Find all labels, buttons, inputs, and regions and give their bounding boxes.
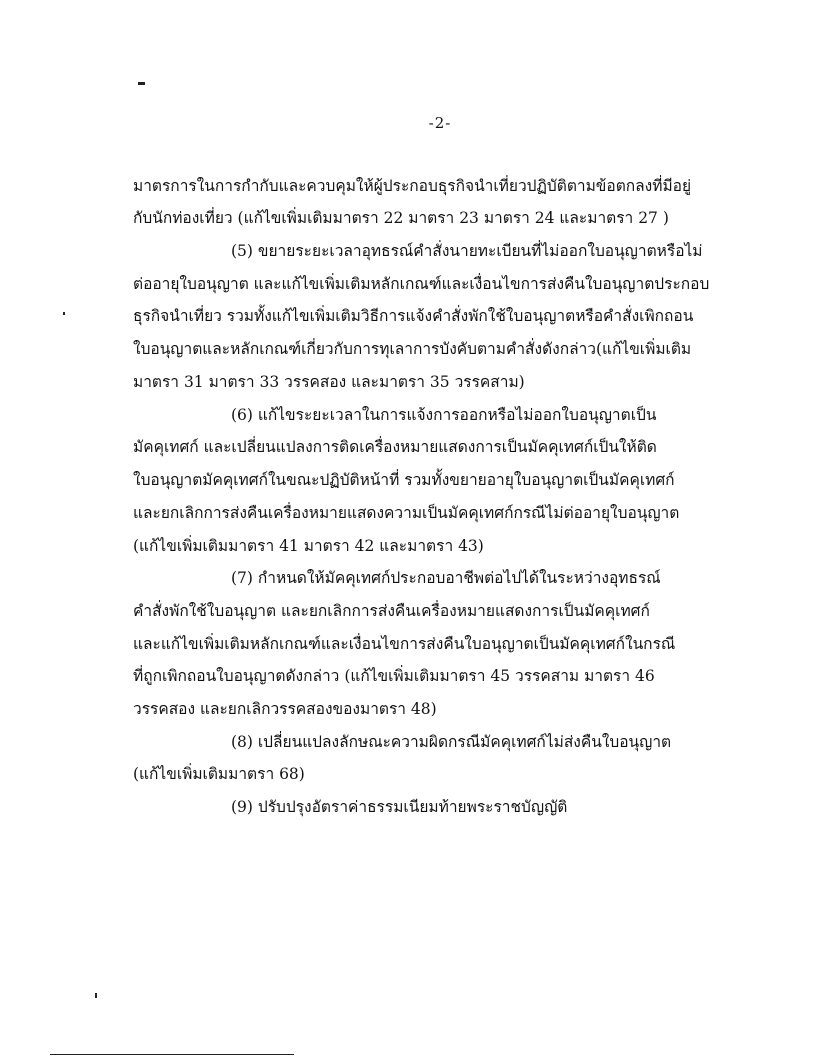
page-number: -2- (428, 114, 452, 132)
body-line: (แก้ไขเพิ่มเติมมาตรา 41 มาตรา 42 และมาตรา 43) (133, 537, 484, 555)
body-line: คำสั่งพักใช้ใบอนุญาต และยกเลิกการส่งคืนเครื่องหมายแสดงการเป็นมัคคุเทศก์ (133, 602, 650, 620)
body-line: ใบอนุญาตมัคคุเทศก์ในขณะปฏิบัติหน้าที่ รวมทั้งขยายอายุใบอนุญาตเป็นมัคคุเทศก์ (133, 471, 675, 489)
body-line: และยกเลิกการส่งคืนเครื่องหมายแสดงความเป็นมัคคุเทศก์กรณีไม่ต่ออายุใบอนุญาต (133, 504, 680, 522)
body-line: และแก้ไขเพิ่มเติมหลักเกณฑ์และเงื่อนไขการส่งคืนใบอนุญาตเป็นมัคคุเทศก์ในกรณี (133, 635, 676, 653)
body-line: มาตรการในการกำกับและควบคุมให้ผู้ประกอบธุรกิจนำเที่ยวปฏิบัติตามข้อตกลงที่มีอยู่ (133, 177, 692, 195)
body-line: มัคคุเทศก์ และเปลี่ยนแปลงการติดเครื่องหมายแสดงการเป็นมัคคุเทศก์เป็นให้ติด (133, 438, 657, 456)
body-line: วรรคสอง และยกเลิกวรรคสองของมาตรา 48) (133, 700, 437, 718)
body-line: ใบอนุญาตและหลักเกณฑ์เกี่ยวกับการทุเลาการบังคับตามคำสั่งดังกล่าว(แก้ไขเพิ่มเติม (133, 340, 692, 358)
body-line: ที่ถูกเพิกถอนใบอนุญาตดังกล่าว (แก้ไขเพิ่มเติมมาตรา 45 วรรคสาม มาตรา 46 (133, 667, 655, 685)
body-line: ธุรกิจนำเที่ยว รวมทั้งแก้ไขเพิ่มเติมวิธีการแจ้งคำสั่งพักใช้ใบอนุญาตหรือคำสั่งเพิกถอน (133, 307, 694, 325)
item-8-heading: (8) เปลี่ยนแปลงลักษณะความผิดกรณีมัคคุเทศก์ไม่ส่งคืนใบอนุญาต (231, 733, 672, 751)
body-line: ต่ออายุใบอนุญาต และแก้ไขเพิ่มเติมหลักเกณฑ์และเงื่อนไขการส่งคืนใบอนุญาตประกอบ (133, 275, 710, 293)
body-line: กับนักท่องเที่ยว (แก้ไขเพิ่มเติมมาตรา 22 มาตรา 23 มาตรา 24 และมาตรา 27 ) (133, 209, 669, 227)
scan-mark (95, 993, 97, 998)
scan-mark (63, 312, 65, 315)
item-5-heading: (5) ขยายระยะเวลาอุทธรณ์คำสั่งนายทะเบียนที่ไม่ออกใบอนุญาตหรือไม่ (231, 242, 703, 260)
body-line: (แก้ไขเพิ่มเติมมาตรา 68) (133, 765, 305, 783)
body-line: มาตรา 31 มาตรา 33 วรรคสอง และมาตรา 35 วรรคสาม) (133, 373, 525, 391)
scan-mark (138, 82, 145, 85)
footnote-divider (50, 1054, 294, 1055)
item-7-heading: (7) กำหนดให้มัคคุเทศก์ประกอบอาชีพต่อไปได้ในระหว่างอุทธรณ์ (231, 569, 661, 587)
item-6-heading: (6) แก้ไขระยะเวลาในการแจ้งการออกหรือไม่ออกใบอนุญาตเป็น (231, 406, 657, 424)
item-9-heading: (9) ปรับปรุงอัตราค่าธรรมเนียมท้ายพระราชบัญญัติ (231, 798, 568, 816)
